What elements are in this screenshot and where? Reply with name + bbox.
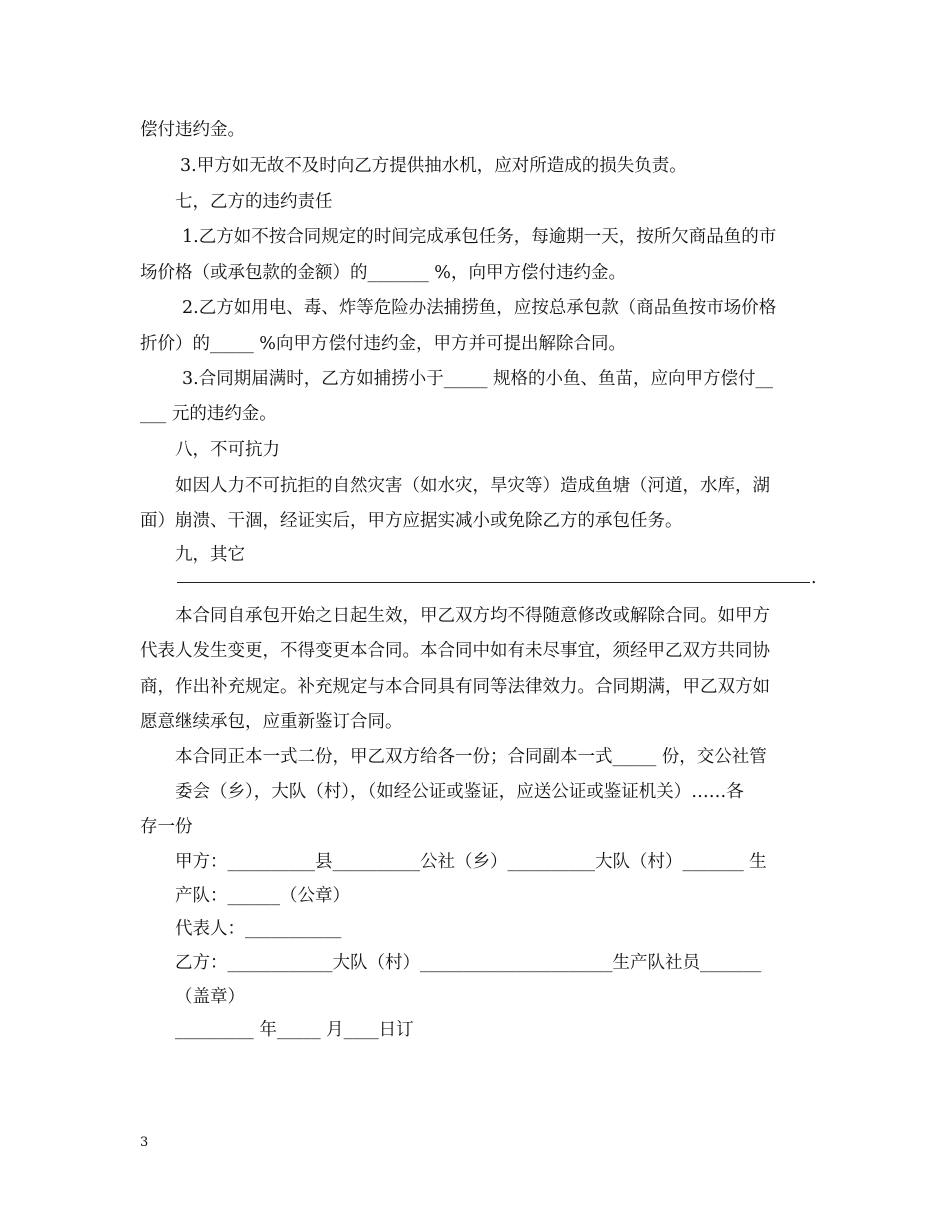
text-line: 折价）的_____ %向甲方偿付违约金，甲方并可提出解除合同。 xyxy=(140,334,626,354)
text-line: 如因人力不可抗拒的自然灾害（如水灾，旱灾等）造成鱼塘（河道，水库，湖 xyxy=(175,476,770,496)
text-line: 代表人发生变更，不得变更本合同。本合同中如有未尽事宜，须经甲乙双方共同协 xyxy=(140,641,770,661)
text-line: 商，作出补充规定。补充规定与本合同具有同等法律效力。合同期满，甲乙双方如 xyxy=(140,677,770,697)
date-line: _________ 年_____ 月____日订 xyxy=(175,1020,414,1040)
blank-fill-rule xyxy=(177,582,810,583)
text-line: 1.乙方如不按合同规定的时间完成承包任务，每逾期一天，按所欠商品鱼的市 xyxy=(182,227,777,247)
text-line: 场价格（或承包款的金额）的_______ %，向甲方偿付违约金。 xyxy=(140,263,626,283)
text-line: （盖章） xyxy=(175,987,245,1007)
text-line: 偿付违约金。 xyxy=(140,120,245,140)
section-heading: 七，乙方的违约责任 xyxy=(175,192,333,212)
page-number: 3 xyxy=(140,1135,149,1150)
text-line: 产队：______（公章） xyxy=(175,886,350,906)
signature-line-party-b: 乙方：____________大队（村）______________________生产队社员_______ xyxy=(175,953,762,973)
rule-end-period: . xyxy=(811,568,817,588)
text-line: 委会（乡），大队（村），（如经公证或鉴证，应送公证或鉴证机关）……各 xyxy=(175,782,744,802)
text-line: ___ 元的违约金。 xyxy=(140,404,277,424)
text-line: 3.合同期届满时，乙方如捕捞小于_____ 规格的小鱼、鱼苗，应向甲方偿付__ xyxy=(182,369,774,389)
representative-line: 代表人：___________ xyxy=(175,919,342,939)
text-line: 本合同自承包开始之日起生效，甲乙双方均不得随意修改或解除合同。如甲方 xyxy=(175,606,770,626)
text-line: 愿意继续承包，应重新鉴订合同。 xyxy=(140,712,403,732)
text-line: 2.乙方如用电、毒、炸等危险办法捕捞鱼，应按总承包款（商品鱼按市场价格 xyxy=(182,298,777,318)
section-heading: 九，其它 xyxy=(175,545,245,565)
text-line: 3.甲方如无故不及时向乙方提供抽水机，应对所造成的损失负责。 xyxy=(180,156,687,176)
section-heading: 八，不可抗力 xyxy=(175,440,280,460)
signature-line-party-a: 甲方：__________县__________公社（乡）__________大队（村）_______ 生 xyxy=(175,852,767,872)
text-line: 存一份 xyxy=(140,817,193,837)
text-line: 本合同正本一式二份，甲乙双方给各一份；合同副本一式_____ 份，交公社管 xyxy=(175,747,767,767)
text-line: 面）崩溃、干涸，经证实后，甲方应据实减小或免除乙方的承包任务。 xyxy=(140,511,683,531)
